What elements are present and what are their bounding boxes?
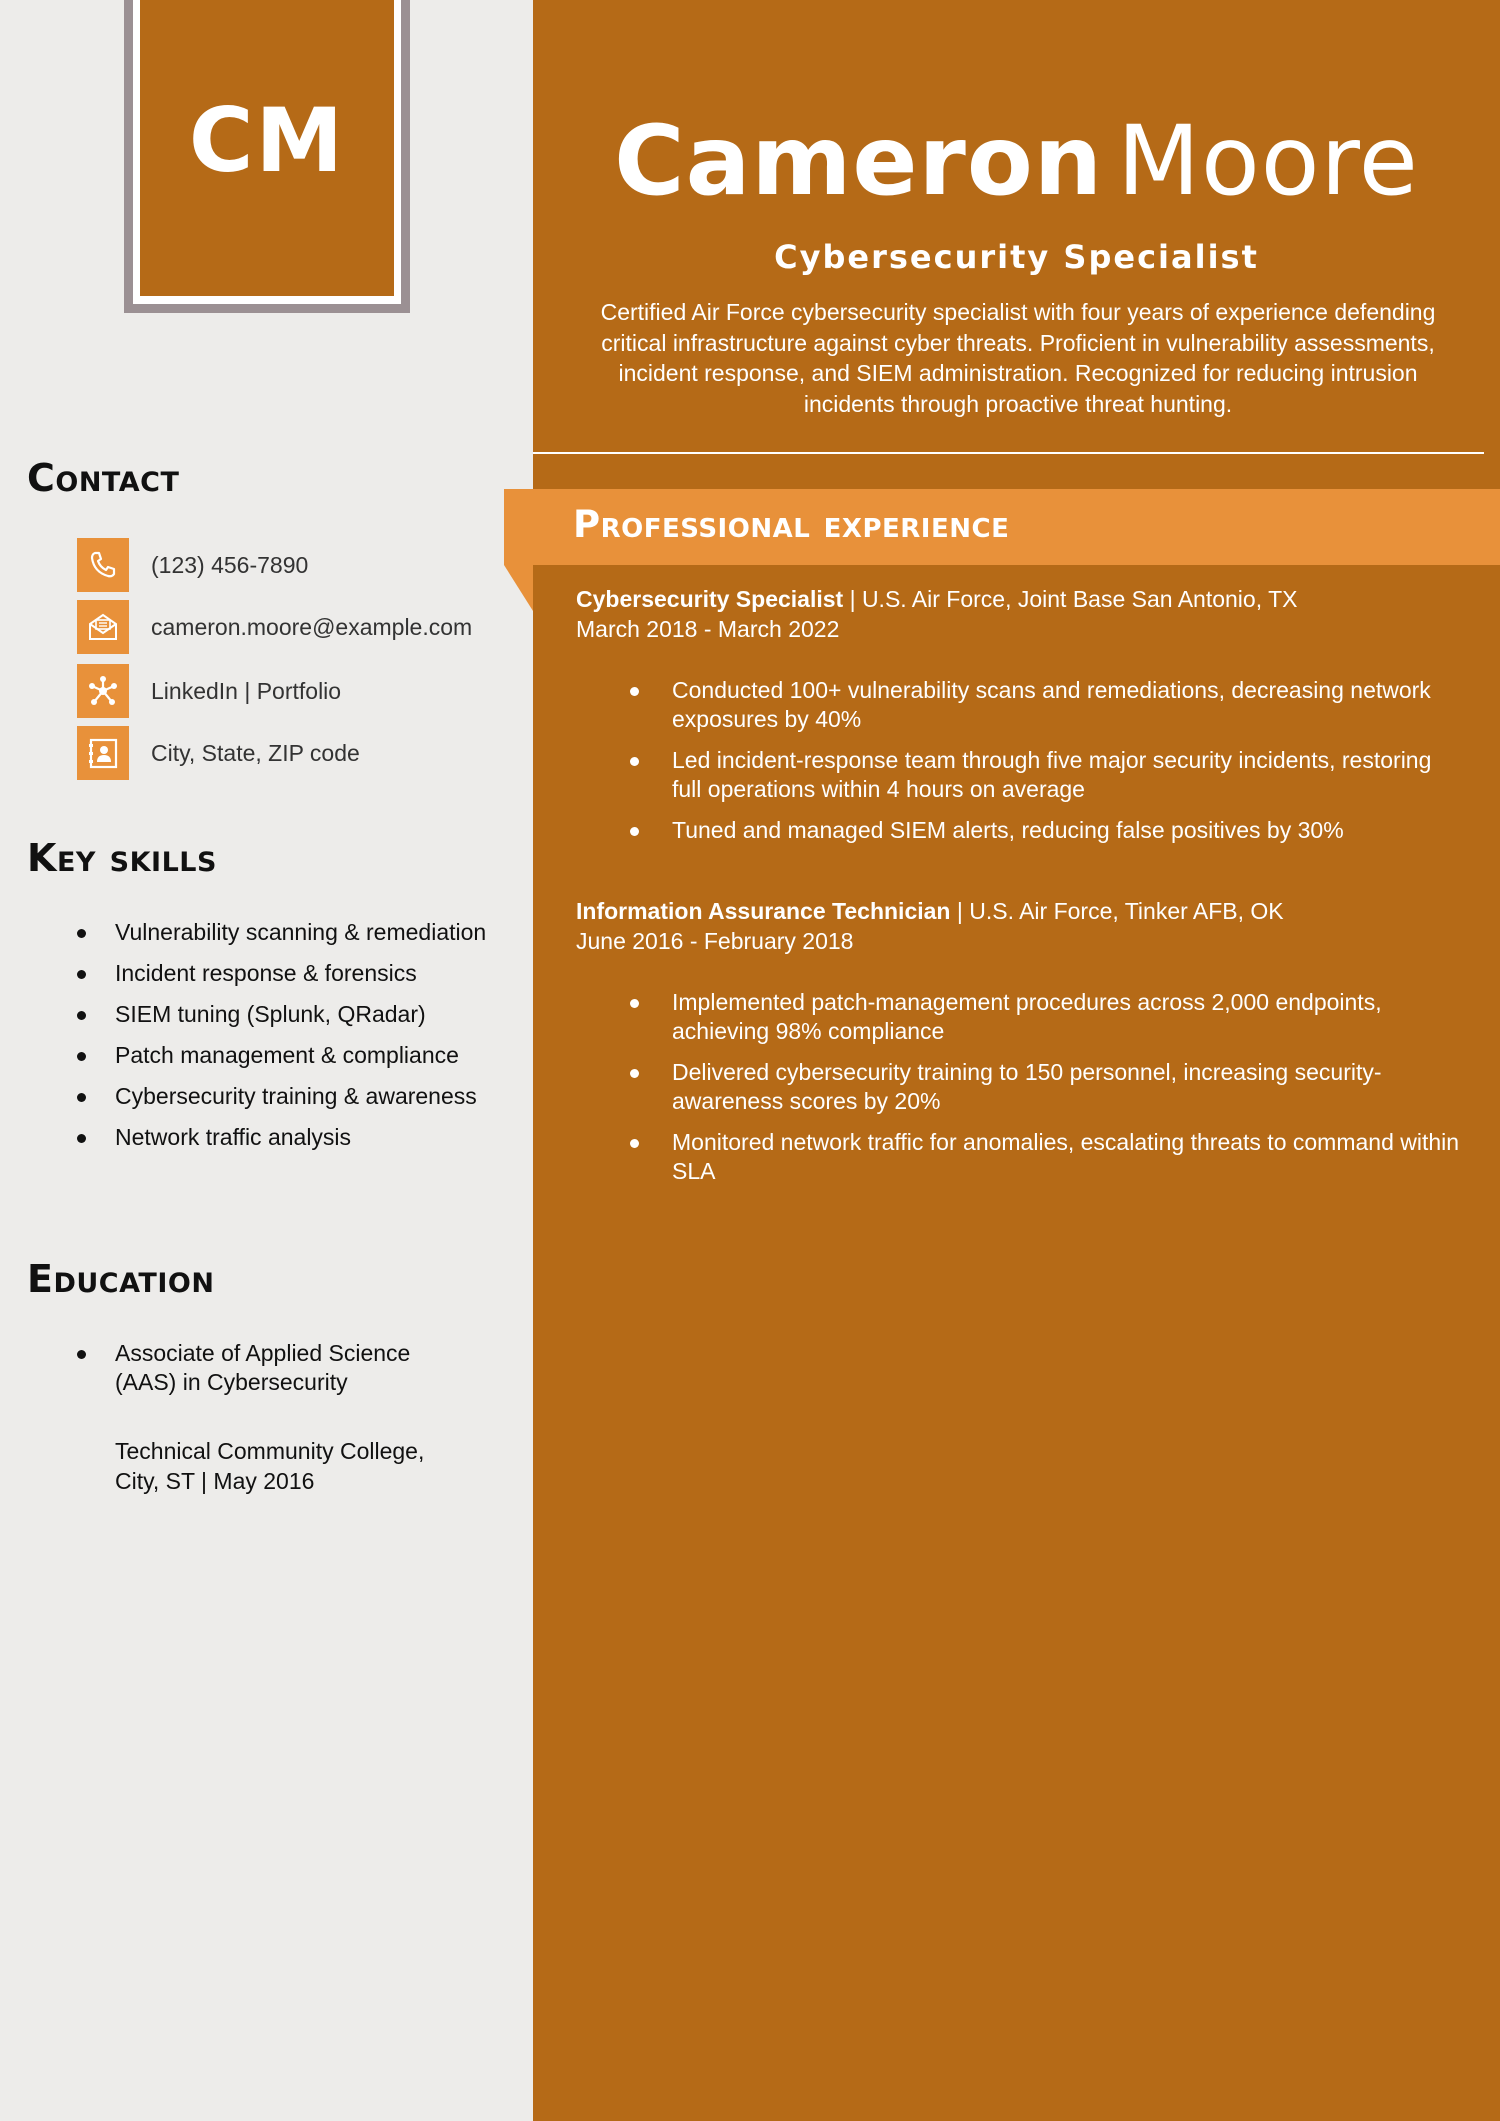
job-role: Information Assurance Technician (576, 898, 951, 924)
contact-email-text: cameron.moore@example.com (151, 613, 473, 640)
skills-title: Key skills (27, 836, 217, 880)
education-school: Technical Community College, City, ST | May 2016 (115, 1438, 425, 1494)
first-name: Cameron (614, 105, 1104, 217)
skill-item: Cybersecurity training & awareness (77, 1082, 497, 1111)
job-bullet: Monitored network traffic for anomalies, escalating threats to command within SLA (630, 1128, 1460, 1186)
job-title: Cybersecurity Specialist (774, 238, 1259, 276)
education-degree: Associate of Applied Science (AAS) in Cybersecurity (77, 1339, 477, 1397)
job-bullet: Implemented patch-management procedures across 2,000 endpoints, achieving 98% compliance (630, 988, 1460, 1046)
job-heading (576, 896, 1486, 926)
job-entry (576, 896, 1486, 1198)
education-title: Education (27, 1257, 215, 1301)
experience-title: Professional experience (573, 503, 1010, 546)
monogram (140, 0, 394, 296)
job-org: | U.S. Air Force, Joint Base San Antonio, TX (843, 586, 1298, 612)
contact-phone (77, 537, 308, 593)
network-icon (77, 664, 129, 718)
contact-address-text: City, State, ZIP code (151, 739, 360, 766)
skill-item: Vulnerability scanning & remediation (77, 918, 497, 947)
experience-banner (504, 489, 1500, 565)
job-dates: March 2018 - March 2022 (576, 616, 840, 642)
last-name: Moore (1117, 105, 1419, 217)
job-entry (576, 584, 1486, 857)
contact-links[interactable] (77, 663, 341, 719)
contact-links-text: LinkedIn | Portfolio (151, 677, 342, 704)
job-bullets (630, 676, 1460, 845)
monogram-initials: CM (188, 89, 346, 192)
job-bullet: Tuned and managed SIEM alerts, reducing false positives by 30% (630, 816, 1460, 845)
job-bullet: Delivered cybersecurity training to 150 personnel, increasing security-awareness scores by 20% (630, 1058, 1460, 1116)
contact-email[interactable] (77, 599, 472, 655)
skills-list (77, 918, 497, 1164)
job-bullets (630, 988, 1460, 1186)
contact-address (77, 725, 360, 781)
skill-item: Incident response & forensics (77, 959, 497, 988)
mail-icon (77, 600, 129, 654)
skill-item: SIEM tuning (Splunk, QRadar) (77, 1000, 497, 1029)
job-role: Cybersecurity Specialist (576, 586, 844, 612)
profile-summary: Certified Air Force cybersecurity specialist with four years of experience defending critical infrastructure against cyber threats. Proficient in vulnerability assessments, incident response, and SIEM administration. Recognized for reducing intrusion incidents through proactive threat hunting. (600, 299, 1436, 417)
job-bullet: Conducted 100+ vulnerability scans and remediations, decreasing network exposures by 40% (630, 676, 1460, 734)
divider (533, 452, 1484, 454)
job-dates: June 2016 - February 2018 (576, 928, 854, 954)
banner-fold (504, 565, 533, 611)
monogram-frame (124, 0, 410, 313)
education-list (77, 1339, 477, 1409)
phone-icon (77, 538, 129, 592)
full-name (533, 105, 1500, 217)
skill-item: Network traffic analysis (77, 1123, 497, 1152)
contact-title: Contact (27, 456, 180, 500)
skill-item: Patch management & compliance (77, 1041, 497, 1070)
sidebar (0, 0, 533, 2121)
contact-phone-text: (123) 456-7890 (151, 551, 309, 578)
job-heading (576, 584, 1486, 614)
job-org: | U.S. Air Force, Tinker AFB, OK (950, 898, 1284, 924)
main-panel (533, 0, 1500, 2121)
job-bullet: Led incident-response team through five major security incidents, restoring full operations within 4 hours on average (630, 746, 1460, 804)
address-card-icon (77, 726, 129, 780)
